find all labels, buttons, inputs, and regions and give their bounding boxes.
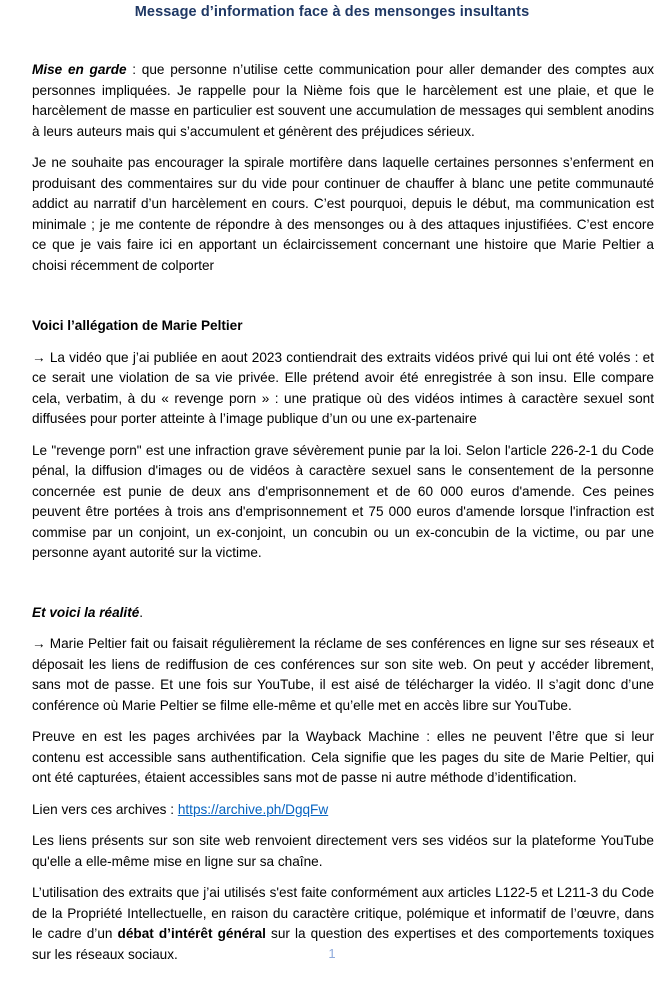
reality-heading-suffix: .: [139, 604, 144, 620]
reality-text: Marie Peltier fait ou faisait régulièrement la réclame de ses conférences en ligne sur ses réseaux et déposait les liens de rediffusion de ces conférences sur son site web. On peut y accéder librement, sans mot de passe. Et une fois sur YouTube, il est aisé de télécharger la vidéo. Il s’agit donc d’une conférence où Marie Peltier se filme elle-même et qu’elle met en accès libre sur YouTube.: [32, 636, 654, 713]
warning-text: : que personne n’utilise cette communication pour aller demander des comptes aux personnes impliquées. Je rappelle pour la Nième fois que le harcèlement est une plaie, et que le harcèlement de masse en particulier est souvent une accumulation de messages qui semblent anodins à leurs auteurs mais qui s’accumulent et génèrent des préjudices sérieux.: [32, 62, 654, 139]
archive-label: Lien vers ces archives :: [32, 801, 178, 817]
copyright-text-start: L’utilisation des extraits que j’ai utilisés s'est faite conformément aux articles L122-5 et L211-3 du Code de la Propriété Intellectuelle, en raison du caractère critique, polémique et informatif de l’œuvre, dans le cadre d’un: [32, 885, 654, 941]
reality-heading: [32, 603, 654, 624]
arrow-right-icon: →: [32, 349, 46, 365]
document-title: Message d’information face à des mensonges insultants: [134, 4, 530, 20]
archive-link[interactable]: https://archive.ph/DgqFw: [177, 801, 329, 817]
reality-paragraph: [32, 634, 654, 716]
copyright-text-end: sur la question des expertises et des comportements toxiques sur les réseaux sociaux.: [32, 926, 654, 962]
document-body: [32, 60, 654, 976]
wayback-paragraph: Preuve en est les pages archivées par la Wayback Machine : elles ne peuvent l’être que si leur contenu est accessible sans authentification. Cela signifie que les pages du site de Marie Peltier, qui ont été capturées, étaient accessibles sans mot de passe ni autre méthode d’identification.: [32, 729, 654, 785]
page-number: 1: [328, 946, 336, 961]
arrow-right-icon: →: [32, 636, 46, 651]
allegation-text: La vidéo que j’ai publiée en aout 2023 contiendrait des extraits vidéos privé qui lui ont été volés : et ce serait une violation de sa vie privée. Elle prétend avoir été enregistrée à son insu. Elle compare cela, verbatim, à du « revenge porn » : une pratique où des vidéos intimes à caractère sexuel sont diffusées pour porter atteinte à l’image publique d’un ou une ex-partenaire: [32, 349, 654, 426]
reality-heading-text: Et voici la réalité: [32, 604, 140, 620]
revenge-porn-paragraph: Le "revenge porn" est une infraction grave sévèrement punie par la loi. Selon l'article 226-2-1 du Code pénal, la diffusion d'images ou de vidéos à caractère sexuel sans le consentement de la personne concernée est punie de deux ans d'emprisonnement et de 60 000 euros d'amende. Ces peines peuvent être portées à trois ans d'emprisonnement et 75 000 euros d'amende lorsque l'infraction est commise par un conjoint, un ex-conjoint, un concubin ou un ex-concubin de la victime, ou par une personne ayant autorité sur la victime.: [32, 442, 654, 560]
youtube-paragraph: Les liens présents sur son site web renvoient directement vers ses vidéos sur la plateforme YouTube qu'elle a elle-même mise en ligne sur sa chaîne.: [32, 833, 654, 869]
intro-paragraph: Je ne souhaite pas encourager la spirale mortifère dans laquelle certaines personnes s’enferment en produisant des commentaires sur du vide pour continuer de chauffer à blanc une petite communauté addict au narratif d’un harcèlement en cours. C’est pourquoi, depuis le début, ma communication est minimale ; je me contente de répondre à des mensonges ou à des attaques injustifiées. C’est encore ce que je vais faire ici en apportant un éclaircissement concernant une histoire que Marie Peltier a choisi récemment de colporter: [32, 155, 654, 273]
warning-paragraph: [32, 60, 654, 142]
warning-label: Mise en garde: [32, 62, 127, 77]
allegation-paragraph: [32, 348, 654, 430]
public-interest-phrase: débat d’intérêt général: [117, 926, 266, 941]
allegation-heading: Voici l’allégation de Marie Peltier: [32, 318, 243, 333]
archive-line: [32, 800, 654, 821]
